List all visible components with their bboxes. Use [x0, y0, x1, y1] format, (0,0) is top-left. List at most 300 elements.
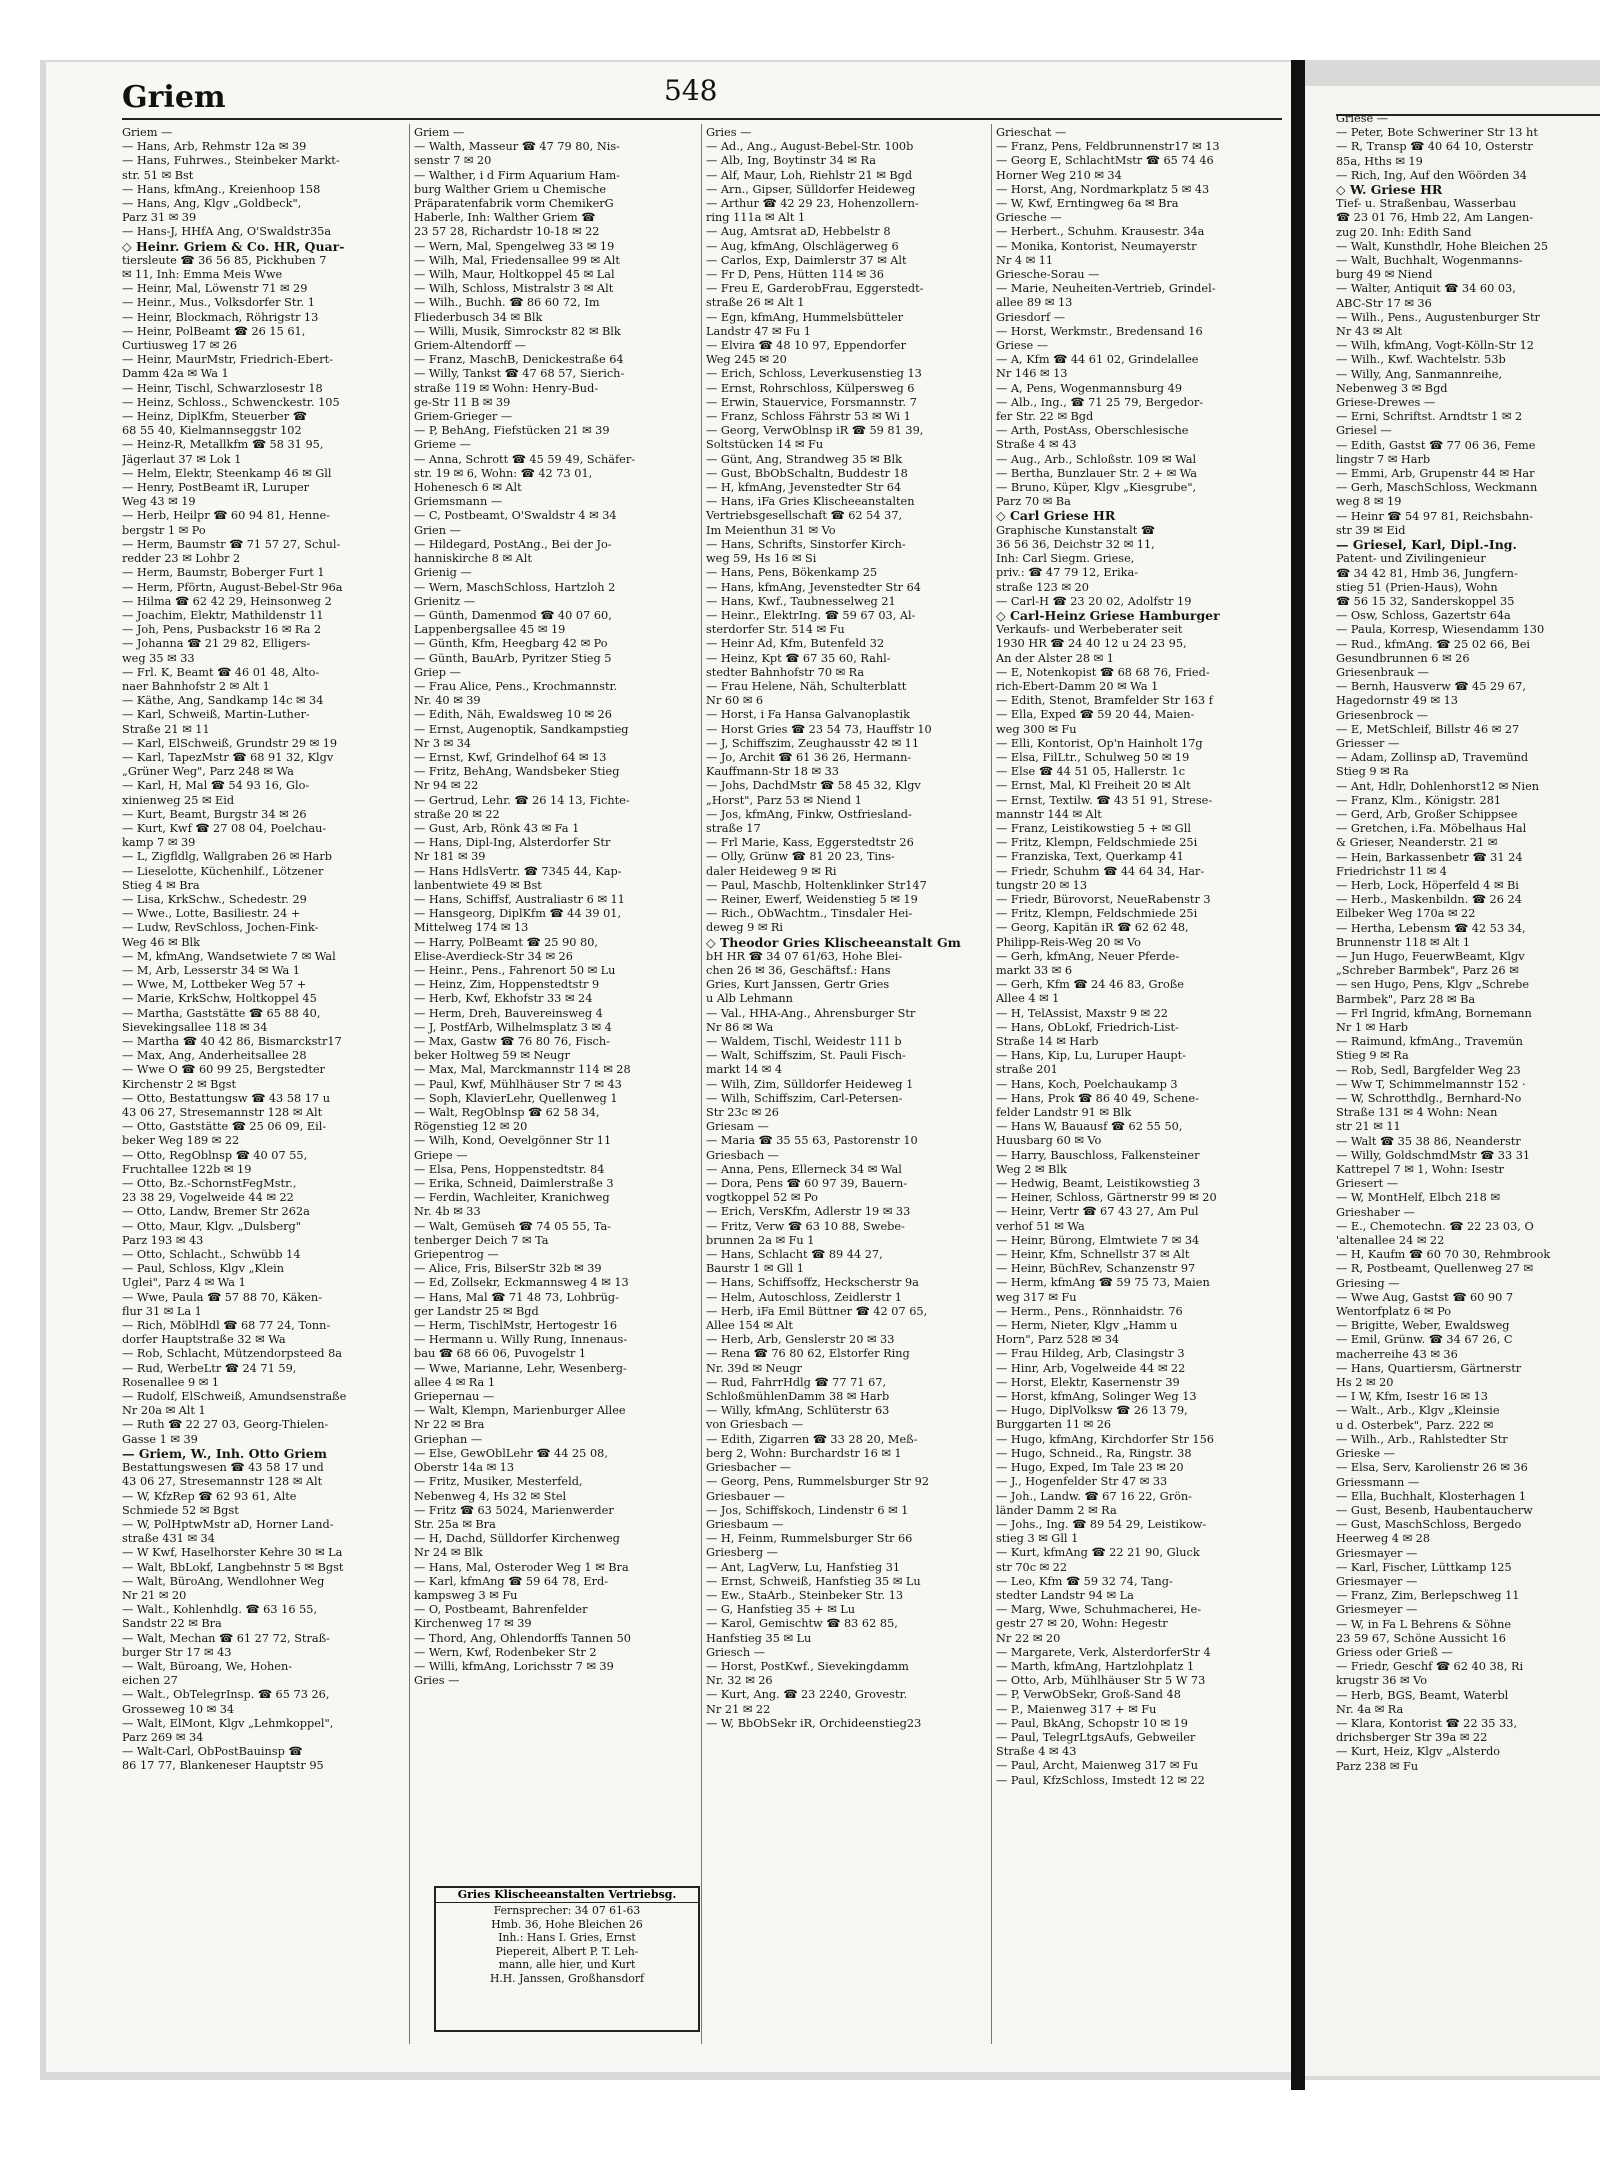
- directory-column-3: [706, 126, 991, 2061]
- directory-entry-line: — Frl Ingrid, kfmAng, Bornemann: [1336, 1006, 1532, 1020]
- column-divider: [409, 124, 410, 2044]
- directory-entry-line: Nr 146 ✉ 13: [996, 367, 1068, 381]
- directory-entry-line: Horner Weg 210 ✉ 34: [996, 168, 1122, 182]
- directory-entry-line: — Georg, VerwOblnsp iR ☎ 59 81 39,: [706, 424, 924, 438]
- directory-entry-line: Griesbaum —: [706, 1517, 784, 1531]
- directory-entry-line: — Wwe, M, Lottbeker Weg 57 +: [122, 978, 307, 992]
- directory-entry-line: — Ferdin, Wachleiter, Kranichweg: [414, 1191, 610, 1205]
- directory-entry-line: — Heinz, Schloss., Schwenckestr. 105: [122, 395, 340, 409]
- directory-entry-line: Parz 269 ✉ 34: [122, 1730, 204, 1744]
- directory-entry-line: deweg 9 ✉ Ri: [706, 921, 784, 935]
- directory-entry-line: — Heinz, DiplKfm, Steuerber ☎: [122, 410, 307, 424]
- directory-entry-line: — Ernst, Textilw. ☎ 43 51 91, Strese-: [996, 793, 1213, 807]
- directory-entry-line: senstr 7 ✉ 20: [414, 154, 492, 168]
- directory-entry-line: Baurstr 1 ✉ Gll 1: [706, 1262, 804, 1276]
- directory-entry-line: — Monika, Kontorist, Neumayerstr: [996, 239, 1197, 253]
- directory-entry-line: — J, Schiffszim, Zeughausstr 42 ✉ 11: [706, 736, 920, 750]
- directory-entry-line: — Ernst, Augenoptik, Sandkampstieg: [414, 722, 629, 736]
- directory-entry-line: Griesch —: [706, 1645, 766, 1659]
- directory-entry-line: Horn", Parz 528 ✉ 34: [996, 1333, 1120, 1347]
- directory-entry-line: 36 56 36, Deichstr 32 ✉ 11,: [996, 537, 1155, 551]
- directory-entry-line: — Erich, Schloss, Leverkusenstieg 13: [706, 367, 922, 381]
- directory-entry-line: Hs 2 ✉ 20: [1336, 1376, 1394, 1390]
- directory-entry-line: Grieske —: [1336, 1447, 1395, 1461]
- directory-entry-line: Hanfstieg 35 ✉ Lu: [706, 1631, 812, 1645]
- directory-entry-line: Nebenweg 4, Hs 32 ✉ Stel: [414, 1489, 567, 1503]
- directory-entry-line: — Henry, PostBeamt iR, Luruper: [122, 481, 310, 495]
- directory-entry-line: „Grüner Weg", Parz 248 ✉ Wa: [122, 765, 294, 779]
- directory-entry-line: — Hugo, Exped, Im Tale 23 ✉ 20: [996, 1461, 1184, 1475]
- directory-entry-line: — H, TelAssist, Maxstr 9 ✉ 22: [996, 1006, 1168, 1020]
- directory-entry-line: — Hans, Pens, Bökenkamp 25: [706, 566, 878, 580]
- directory-entry-line: — Arthur ☎ 42 29 23, Hohenzollern-: [706, 197, 919, 211]
- directory-entry-line: — C, Postbeamt, O'Swaldstr 4 ✉ 34: [414, 509, 617, 523]
- directory-entry-line: — I W, Kfm, Isestr 16 ✉ 13: [1336, 1390, 1488, 1404]
- directory-entry-line: Grieschat —: [996, 126, 1067, 139]
- directory-entry-line: — Walt., Arb., Klgv „Kleinsie: [1336, 1404, 1500, 1418]
- directory-entry-line: SchloßmühlenDamm 38 ✉ Harb: [706, 1390, 890, 1404]
- ad-line: mann, alle hier, und Kurt: [498, 1958, 636, 1972]
- directory-entry-line: — Karol, Gemischtw ☎ 83 62 85,: [706, 1617, 898, 1631]
- directory-entry-line: bH HR ☎ 34 07 61/63, Hohe Blei-: [706, 949, 903, 963]
- directory-entry-line: — Fr D, Pens, Hütten 114 ✉ 36: [706, 268, 884, 282]
- directory-entry-line: — Günth, BauArb, Pyritzer Stieg 5: [414, 651, 612, 665]
- directory-entry-line: — Otto, Bz.-SchornstFegMstr.,: [122, 1177, 297, 1191]
- directory-entry-line: straße 123 ✉ 20: [996, 580, 1089, 594]
- directory-entry-line: — Herm, Baumstr ☎ 71 57 27, Schul-: [122, 537, 341, 551]
- directory-entry-line: — Walt, BbLokf, Langbehnstr 5 ✉ Bgst: [122, 1560, 344, 1574]
- directory-entry-line: — Hans, kfmAng., Kreienhoop 158: [122, 182, 321, 196]
- directory-entry-line: — Gerh, MaschSchloss, Weckmann: [1336, 481, 1538, 495]
- directory-entry-line: — Paul, Archt, Maienweg 317 ✉ Fu: [996, 1759, 1199, 1773]
- directory-entry-line: — Walt ☎ 35 38 86, Neanderstr: [1336, 1134, 1521, 1148]
- directory-entry-line: Verkaufs- und Werbeberater seit: [996, 623, 1183, 637]
- directory-entry-line: straße 431 ✉ 34: [122, 1532, 215, 1546]
- directory-entry-line: — Kurt, kfmAng ☎ 22 21 90, Gluck: [996, 1546, 1200, 1560]
- directory-entry-line: — Ant, Hdlr, Dohlenhorst12 ✉ Nien: [1336, 779, 1540, 793]
- directory-entry-line: stieg 51 (Prien-Haus), Wohn: [1336, 580, 1498, 594]
- directory-entry-line: allee 89 ✉ 13: [996, 296, 1073, 310]
- directory-entry-line: — Ernst, Schweiß, Hanfstieg 35 ✉ Lu: [706, 1574, 921, 1588]
- directory-entry-line: — Herb, Lock, Höperfeld 4 ✉ Bi: [1336, 878, 1519, 892]
- directory-entry-line: ◇ Heinr. Griem & Co. HR, Quar-: [122, 239, 345, 254]
- directory-entry-line: — Otto, Bestattungsw ☎ 43 58 17 u: [122, 1091, 331, 1105]
- directory-entry-line: — H, Kaufm ☎ 60 70 30, Rehmbrook: [1336, 1248, 1551, 1262]
- directory-entry-line: xinienweg 25 ✉ Eid: [122, 793, 235, 807]
- directory-entry-line: — Gertrud, Lehr. ☎ 26 14 13, Fichte-: [414, 793, 630, 807]
- directory-entry-line: — P., Maienweg 317 + ✉ Fu: [996, 1702, 1157, 1716]
- directory-entry-line: Sievekingsallee 118 ✉ 34: [122, 1020, 268, 1034]
- directory-entry-line: — Walt, Mechan ☎ 61 27 72, Straß-: [122, 1631, 330, 1645]
- directory-entry-line: — Arn., Gipser, Sülldorfer Heideweg: [706, 182, 916, 196]
- directory-entry-line: — Gretchen, i.Fa. Möbelhaus Hal: [1336, 822, 1527, 836]
- directory-entry-line: Str. 25a ✉ Bra: [414, 1517, 496, 1531]
- directory-entry-line: — Wilh, Schloss, Mistralstr 3 ✉ Alt: [414, 282, 614, 296]
- directory-entry-line: — Bertha, Bunzlauer Str. 2 + ✉ Wa: [996, 466, 1197, 480]
- directory-entry-line: — Rob, Sedl, Bargfelder Weg 23: [1336, 1063, 1521, 1077]
- directory-entry-line: — Herb, BGS, Beamt, Waterbl: [1336, 1688, 1509, 1702]
- directory-entry-line: — W, Schrotthdlg., Bernhard-No: [1336, 1092, 1522, 1106]
- directory-entry-line: — Osw, Schloss, Gazertstr 64a: [1336, 609, 1511, 623]
- directory-entry-line: ◇ W. Griese HR: [1336, 183, 1443, 198]
- directory-entry-line: kamp 7 ✉ 39: [122, 836, 196, 850]
- directory-entry-line: Griessmann —: [1336, 1475, 1420, 1489]
- directory-entry-line: — Alb, Ing, Boytinstr 34 ✉ Ra: [706, 154, 876, 168]
- directory-entry-line: — Margarete, Verk, AlsterdorferStr 4: [996, 1645, 1211, 1659]
- directory-entry-line: — Johs, DachdMstr ☎ 58 45 32, Klgv: [706, 779, 921, 793]
- directory-entry-line: — Franz, Zim, Berlepschweg 11: [1336, 1589, 1520, 1603]
- directory-entry-line: sterdorfer Str. 514 ✉ Fu: [706, 623, 845, 637]
- directory-entry-line: — Fritz, Verw ☎ 63 10 88, Swebe-: [706, 1219, 905, 1233]
- directory-entry-line: — Martha, Gaststätte ☎ 65 88 40,: [122, 1006, 321, 1020]
- directory-entry-line: — Herm, Baumstr, Boberger Furt 1: [122, 566, 325, 580]
- directory-entry-line: — Gerd, Arb, Großer Schippsee: [1336, 807, 1518, 821]
- directory-entry-line: Griesing —: [1336, 1276, 1400, 1290]
- ad-line: Inh.: Hans I. Gries, Ernst: [498, 1931, 636, 1945]
- directory-entry-line: Griesbach —: [706, 1148, 779, 1162]
- directory-entry-line: — H, kfmAng, Jevenstedter Str 64: [706, 481, 902, 495]
- directory-entry-line: — Edith, Zigarren ☎ 33 28 20, Meß-: [706, 1432, 918, 1446]
- directory-entry-line: — Willi, Musik, Simrockstr 82 ✉ Blk: [414, 324, 621, 338]
- directory-entry-line: Griesmayer —: [1336, 1574, 1418, 1588]
- directory-entry-line: — Erni, Schriftst. Arndtstr 1 ✉ 2: [1336, 410, 1523, 424]
- directory-entry-line: — Wilh, kfmAng, Vogt-Kölln-Str 12: [1336, 339, 1534, 353]
- directory-entry-line: — Willy, GoldschmdMstr ☎ 33 31: [1336, 1148, 1531, 1162]
- directory-entry-line: verhof 51 ✉ Wa: [996, 1219, 1085, 1233]
- directory-entry-line: — Freu E, GarderobFrau, Eggerstedt-: [706, 282, 924, 296]
- directory-entry-line: — Franz, Leistikowstieg 5 + ✉ Gll: [996, 821, 1191, 835]
- directory-entry-line: — Lisa, KrkSchw., Schedestr. 29: [122, 892, 307, 906]
- directory-entry-line: — Heinr, Kfm, Schnellstr 37 ✉ Alt: [996, 1248, 1190, 1262]
- directory-entry-line: — Jos, kfmAng, Finkw, Ostfriesland-: [706, 807, 912, 821]
- directory-entry-line: Grieshaber —: [1336, 1205, 1415, 1219]
- directory-entry-line: — H, Feinm, Rummelsburger Str 66: [706, 1532, 913, 1546]
- directory-column-2: [414, 126, 699, 1884]
- directory-entry-line: — G, Hanfstieg 35 + ✉ Lu: [706, 1603, 856, 1617]
- directory-entry-line: — Karl, H, Mal ☎ 54 93 16, Glo-: [122, 779, 310, 793]
- directory-entry-line: — W, MontHelf, Elbch 218 ✉: [1336, 1191, 1500, 1205]
- directory-entry-line: — Carlos, Exp, Daimlerstr 37 ✉ Alt: [706, 253, 907, 267]
- directory-entry-line: — Wilh., Arb., Rahlstedter Str: [1336, 1432, 1508, 1446]
- directory-entry-line: Griepernau —: [414, 1390, 495, 1404]
- directory-entry-line: Nr 60 ✉ 6: [706, 694, 764, 708]
- directory-entry-line: ☎ 34 42 81, Hmb 36, Jungfern-: [1336, 566, 1518, 580]
- directory-entry-line: von Griesbach —: [706, 1418, 804, 1432]
- directory-entry-line: — Rich, MöblHdl ☎ 68 77 24, Tonn-: [122, 1319, 331, 1333]
- directory-entry-line: — Walt, Büroang, We, Hohen-: [122, 1659, 293, 1673]
- directory-entry-line: — Kurt, Ang. ☎ 23 2240, Grovestr.: [706, 1688, 908, 1702]
- directory-entry-line: — Wilh., Pens., Augustenburger Str: [1336, 310, 1540, 324]
- directory-entry-line: — Adam, Zollinsp aD, Travemünd: [1336, 751, 1529, 765]
- directory-entry-line: — Marth, kfmAng, Hartzlohplatz 1: [996, 1659, 1195, 1673]
- directory-entry-line: Nr 43 ✉ Alt: [1336, 325, 1403, 339]
- directory-entry-line: — Hans, Fuhrwes., Steinbeker Markt-: [122, 154, 340, 168]
- directory-entry-line: — Karl, kfmAng ☎ 59 64 78, Erd-: [414, 1574, 609, 1588]
- directory-entry-line: — Brigitte, Weber, Ewaldsweg: [1336, 1319, 1510, 1333]
- directory-entry-line: ☎ 23 01 76, Hmb 22, Am Langen-: [1336, 211, 1534, 225]
- directory-entry-line: priv.: ☎ 47 79 12, Erika-: [996, 566, 1139, 580]
- directory-entry-line: — Ww T, Schimmelmannstr 152 ·: [1336, 1077, 1526, 1091]
- directory-entry-line: — Elsa, FilLtr., Schulweg 50 ✉ 19: [996, 750, 1190, 764]
- directory-entry-line: Nebenweg 3 ✉ Bgd: [1336, 381, 1448, 395]
- directory-entry-line: — Hans, Kip, Lu, Luruper Haupt-: [996, 1049, 1186, 1063]
- directory-entry-line: ring 111a ✉ Alt 1: [706, 211, 806, 225]
- directory-entry-line: Nr. 39d ✉ Neugr: [706, 1361, 802, 1375]
- directory-entry-line: — Georg, Pens, Rummelsburger Str 92: [706, 1475, 930, 1489]
- directory-entry-line: Rögenstieg 12 ✉ 20: [414, 1120, 528, 1134]
- directory-entry-line: Grienig —: [414, 566, 472, 580]
- directory-entry-line: — Marg, Wwe, Schuhmacherei, He-: [996, 1603, 1202, 1617]
- directory-entry-line: — Horst Gries ☎ 23 54 73, Hauffstr 10: [706, 722, 932, 736]
- directory-entry-line: 1930 HR ☎ 24 40 12 u 24 23 95,: [996, 637, 1187, 651]
- directory-entry-line: — Edith, Stenot, Bramfelder Str 163 f: [996, 694, 1213, 708]
- directory-entry-line: — M, kfmAng, Wandsetwiete 7 ✉ Wal: [122, 949, 336, 963]
- directory-entry-line: — Rud, FahrrHdlg ☎ 77 71 67,: [706, 1375, 887, 1389]
- directory-entry-line: — Val., HHA-Ang., Ahrensburger Str: [706, 1006, 916, 1020]
- directory-entry-line: — Helm, Elektr, Steenkamp 46 ✉ Gll: [122, 466, 332, 480]
- directory-entry-line: — Friedr, Geschf ☎ 62 40 38, Ri: [1336, 1660, 1524, 1674]
- directory-entry-line: — Georg, Kapitän iR ☎ 62 62 48,: [996, 921, 1189, 935]
- directory-entry-line: Straße 21 ✉ 11: [122, 722, 210, 736]
- ad-line: Fernsprecher: 34 07 61-63: [493, 1904, 641, 1917]
- directory-entry-line: Griephan —: [414, 1432, 483, 1446]
- directory-entry-line: — Herm., Pens., Rönnhaidstr. 76: [996, 1304, 1183, 1318]
- directory-entry-line: — Horst, PostKwf., Sievekingdamm: [706, 1659, 909, 1673]
- directory-entry-line: Grien —: [414, 523, 461, 537]
- directory-entry-line: — A, Pens, Wogenmannsburg 49: [996, 381, 1183, 395]
- directory-entry-line: 85a, Hths ✉ 19: [1336, 154, 1423, 168]
- directory-entry-line: — Edith, Gastst ☎ 77 06 36, Feme: [1336, 438, 1536, 452]
- directory-entry-line: — Fritz, Musiker, Mesterfeld,: [414, 1475, 583, 1489]
- directory-entry-line: — Emil, Grünw. ☎ 34 67 26, C: [1336, 1333, 1513, 1347]
- directory-entry-line: weg 8 ✉ 19: [1336, 495, 1402, 509]
- directory-entry-line: Nr. 32 ✉ 26: [706, 1674, 773, 1688]
- directory-entry-line: Hagedornstr 49 ✉ 13: [1336, 694, 1458, 708]
- directory-entry-line: länder Damm 2 ✉ Ra: [996, 1503, 1117, 1517]
- directory-entry-line: — Walth, Masseur ☎ 47 79 80, Nis-: [414, 140, 620, 154]
- book-gutter: [1291, 60, 1305, 2090]
- directory-entry-line: — Johs., Ing. ☎ 89 54 29, Leistikow-: [996, 1517, 1207, 1531]
- ad-title: Gries Klischeeanstalten Vertriebsg.: [436, 1888, 698, 1903]
- directory-entry-line: — Hans W, Bauausf ☎ 62 55 50,: [996, 1120, 1183, 1134]
- directory-entry-line: — Karl, ElSchweiß, Grundstr 29 ✉ 19: [122, 736, 338, 750]
- directory-entry-line: Nr 21 ✉ 22: [706, 1702, 771, 1716]
- directory-entry-line: — Wwe., Lotte, Basiliestr. 24 +: [122, 907, 301, 921]
- directory-entry-line: Griesam —: [706, 1120, 769, 1134]
- directory-entry-line: — Wilh., Buchh. ☎ 86 60 72, Im: [414, 296, 600, 310]
- directory-entry-line: — Hansgeorg, DiplKfm ☎ 44 39 01,: [414, 907, 622, 921]
- header-rule: [122, 118, 1282, 120]
- directory-entry-line: eichen 27: [122, 1674, 178, 1688]
- directory-entry-line: — Paula, Korresp, Wiesendamm 130: [1336, 623, 1545, 637]
- directory-entry-line: — Franz, Schloss Fährstr 53 ✉ Wi 1: [706, 410, 911, 424]
- directory-entry-line: Griemsmann —: [414, 495, 503, 509]
- directory-entry-line: — Hans, ObLokf, Friedrich-List-: [996, 1020, 1179, 1034]
- directory-entry-line: Griem —: [122, 126, 173, 139]
- directory-entry-line: — Hans, iFa Gries Klischeeanstalten: [706, 495, 915, 509]
- directory-entry-line: — Herm, TischlMstr, Hertogestr 16: [414, 1319, 618, 1333]
- directory-entry-line: — Horst, Werkmstr., Bredensand 16: [996, 324, 1203, 338]
- directory-entry-line: — Walter, Antiquit ☎ 34 60 03,: [1336, 282, 1516, 296]
- directory-entry-line: — Erich, VersKfm, Adlerstr 19 ✉ 33: [706, 1205, 911, 1219]
- directory-entry-line: str 39 ✉ Eid: [1336, 523, 1406, 537]
- page-number: 548: [664, 74, 718, 107]
- directory-entry-line: — R, Postbeamt, Quellenweg 27 ✉: [1336, 1262, 1533, 1276]
- directory-entry-line: Griesenbrock —: [1336, 708, 1428, 722]
- directory-entry-line: Curtiusweg 17 ✉ 26: [122, 339, 238, 353]
- directory-entry-line: tungstr 20 ✉ 13: [996, 878, 1088, 892]
- directory-entry-line: — Wwe O ☎ 60 99 25, Bergstedter: [122, 1063, 325, 1077]
- directory-entry-line: — sen Hugo, Pens, Klgv „Schrebe: [1336, 978, 1530, 992]
- directory-entry-line: — J, PostfArb, Wilhelmsplatz 3 ✉ 4: [414, 1020, 612, 1034]
- directory-entry-line: — Elsa, Serv, Karolienstr 26 ✉ 36: [1336, 1461, 1528, 1475]
- directory-entry-line: — Heinr., ElektrIng. ☎ 59 67 03, Al-: [706, 608, 916, 622]
- directory-entry-line: markt 33 ✉ 6: [996, 963, 1073, 977]
- directory-entry-line: — Walt, Schiffszim, St. Pauli Fisch-: [706, 1049, 906, 1063]
- directory-entry-line: zug 20. Inh: Edith Sand: [1336, 225, 1472, 239]
- directory-entry-line: Nr 24 ✉ Blk: [414, 1546, 483, 1560]
- directory-entry-line: Weg 43 ✉ 19: [122, 495, 196, 509]
- directory-entry-line: — Ella, Exped ☎ 59 20 44, Maien-: [996, 708, 1195, 722]
- directory-entry-line: — Dora, Pens ☎ 60 97 39, Bauern-: [706, 1177, 908, 1191]
- directory-entry-line: — Karl, Fischer, Lüttkamp 125: [1336, 1560, 1512, 1574]
- directory-entry-line: ◇ Carl Griese HR: [996, 509, 1116, 524]
- directory-entry-line: lanbentwiete 49 ✉ Bst: [414, 878, 542, 892]
- column-divider: [701, 124, 702, 2044]
- directory-entry-line: — Rich, Ing, Auf den Wöörden 34: [1336, 168, 1527, 182]
- directory-entry-line: u d. Osterbek", Parz. 222 ✉: [1336, 1418, 1494, 1432]
- directory-entry-line: — Käthe, Ang, Sandkamp 14c ✉ 34: [122, 694, 324, 708]
- directory-entry-line: — Walt, ElMont, Klgv „Lehmkoppel",: [122, 1716, 334, 1730]
- directory-entry-line: — Alb., Ing., ☎ 71 25 79, Bergedor-: [996, 395, 1204, 409]
- directory-entry-line: — Wilh, Kond, Oevelgönner Str 11: [414, 1134, 612, 1148]
- directory-entry-line: Griess oder Grieß —: [1336, 1645, 1453, 1659]
- directory-entry-line: — R, Transp ☎ 40 64 10, Osterstr: [1336, 140, 1533, 154]
- directory-entry-line: — Willy, Tankst ☎ 47 68 57, Sierich-: [414, 367, 625, 381]
- directory-entry-line: — Frau Helene, Näh, Schulterblatt: [706, 679, 907, 693]
- directory-entry-line: — Bernh, Hausverw ☎ 45 29 67,: [1336, 680, 1526, 694]
- directory-entry-line: — Rob, Schlacht, Mützendorpsteed 8a: [122, 1347, 343, 1361]
- directory-entry-line: — M, Arb, Lesserstr 34 ✉ Wa 1: [122, 963, 300, 977]
- directory-entry-line: — Herb, Kwf, Ekhofstr 33 ✉ 24: [414, 992, 593, 1006]
- directory-entry-line: — P, VerwObSekr, Groß-Sand 48: [996, 1688, 1181, 1702]
- directory-entry-line: str. 19 ✉ 6, Wohn: ☎ 42 73 01,: [414, 466, 593, 480]
- directory-entry-line: — Wwe, Paula ☎ 57 88 70, Käken-: [122, 1290, 323, 1304]
- directory-entry-line: — Otto, Maur, Klgv. „Dulsberg": [122, 1219, 301, 1233]
- directory-entry-line: chen 26 ✉ 36, Geschäftsf.: Hans: [706, 963, 891, 977]
- directory-entry-line: Barmbek", Parz 28 ✉ Ba: [1336, 992, 1476, 1006]
- directory-entry-line: — Klara, Kontorist ☎ 22 35 33,: [1336, 1716, 1518, 1730]
- directory-entry-line: fer Str. 22 ✉ Bgd: [996, 410, 1094, 424]
- directory-entry-line: — Bruno, Küper, Klgv „Kiesgrube",: [996, 481, 1197, 495]
- directory-entry-line: Griesel —: [1336, 424, 1392, 438]
- advertisement-box: [434, 1886, 700, 2032]
- directory-entry-line: & Grieser, Neanderstr. 21 ✉: [1336, 836, 1498, 850]
- directory-entry-line: Nr 3 ✉ 34: [414, 736, 472, 750]
- directory-entry-line: — Alice, Fris, BilserStr 32b ✉ 39: [414, 1262, 602, 1276]
- directory-entry-line: weg 317 ✉ Fu: [996, 1290, 1077, 1304]
- directory-entry-line: — Hans, Ang, Klgv „Goldbeck",: [122, 197, 302, 211]
- directory-entry-line: Nr 86 ✉ Wa: [706, 1020, 774, 1034]
- directory-entry-line: Griesert —: [1336, 1177, 1399, 1191]
- directory-entry-line: Fliederbusch 34 ✉ Blk: [414, 310, 543, 324]
- directory-entry-line: Philipp-Reis-Weg 20 ✉ Vo: [996, 935, 1141, 949]
- directory-entry-line: — Elsa, Pens, Hoppenstedtstr. 84: [414, 1162, 605, 1176]
- directory-entry-line: — Frl. K, Beamt ☎ 46 01 48, Alto-: [122, 665, 320, 679]
- directory-entry-line: — Hugo, DiplVolksw ☎ 26 13 79,: [996, 1404, 1188, 1418]
- directory-entry-line: Allee 4 ✉ 1: [996, 992, 1060, 1006]
- directory-entry-line: — Walt-Carl, ObPostBauinsp ☎: [122, 1745, 303, 1759]
- directory-entry-line: — P, BehAng, Fiefstücken 21 ✉ 39: [414, 424, 610, 438]
- directory-entry-line: — Hein, Barkassenbetr ☎ 31 24: [1336, 850, 1523, 864]
- directory-entry-line: — Herb., Maskenbildn. ☎ 26 24: [1336, 893, 1522, 907]
- directory-entry-line: Parz 238 ✉ Fu: [1336, 1759, 1419, 1773]
- directory-entry-line: — Ant, LagVerw, Lu, Hanfstieg 31: [706, 1560, 901, 1574]
- directory-entry-line: Griep —: [414, 665, 461, 679]
- directory-entry-line: — Marie, KrkSchw, Holtkoppel 45: [122, 992, 317, 1006]
- directory-entry-line: tiersleute ☎ 36 56 85, Pickhuben 7: [122, 253, 327, 267]
- directory-entry-line: — Fritz, BehAng, Wandsbeker Stieg: [414, 765, 620, 779]
- directory-entry-line: Burggarten 11 ✉ 26: [996, 1418, 1112, 1432]
- directory-entry-line: — Max, Ang, Anderheitsallee 28: [122, 1049, 307, 1063]
- directory-entry-line: Nr 1 ✉ Harb: [1336, 1021, 1408, 1034]
- directory-entry-line: — Max, Mal, Marckmannstr 114 ✉ 28: [414, 1063, 631, 1077]
- directory-entry-line: — Hans, Schrifts, Sinstorfer Kirch-: [706, 537, 906, 551]
- directory-entry-line: Patent- und Zivilingenieur: [1336, 552, 1486, 566]
- directory-entry-line: — Wern, MaschSchloss, Hartzloh 2: [414, 580, 616, 594]
- directory-entry-line: Hohenesch 6 ✉ Alt: [414, 481, 522, 495]
- directory-entry-line: — Karl, TapezMstr ☎ 68 91 32, Klgv: [122, 750, 334, 764]
- directory-entry-line: Vertriebsgesellschaft ☎ 62 54 37,: [706, 509, 903, 523]
- directory-entry-line: — Hans, Prok ☎ 86 40 49, Schene-: [996, 1091, 1199, 1105]
- directory-entry-line: — Hilma ☎ 62 42 29, Heinsonweg 2: [122, 594, 332, 608]
- directory-entry-line: 43 06 27, Stresemannstr 128 ✉ Alt: [122, 1475, 323, 1489]
- directory-entry-line: krugstr 36 ✉ Vo: [1336, 1674, 1428, 1688]
- directory-entry-line: — Jo, Archit ☎ 61 36 26, Hermann-: [706, 750, 912, 764]
- directory-entry-line: Griese-Drewes —: [1336, 396, 1436, 410]
- directory-entry-line: — Herb, iFa Emil Büttner ☎ 42 07 65,: [706, 1304, 928, 1318]
- directory-entry-line: — Hugo, Schneid., Ra, Ringstr. 38: [996, 1446, 1192, 1460]
- directory-entry-line: — Herm, Pförtn, August-Bebel-Str 96a: [122, 580, 343, 594]
- directory-entry-line: Grienitz —: [414, 594, 475, 608]
- directory-entry-line: Griesmayer —: [1336, 1546, 1418, 1560]
- directory-entry-line: — Heiner, Schloss, Gärtnerstr 99 ✉ 20: [996, 1191, 1217, 1205]
- directory-entry-line: — Thord, Ang, Ohlendorffs Tannen 50: [414, 1631, 631, 1645]
- directory-entry-line: — Hinr, Arb, Vogelweide 44 ✉ 22: [996, 1361, 1186, 1375]
- directory-entry-line: — Heinr, BüchRev, Schanzenstr 97: [996, 1262, 1196, 1276]
- directory-entry-line: Gasse 1 ✉ 39: [122, 1432, 198, 1446]
- directory-entry-line: Huusbarg 60 ✉ Vo: [996, 1134, 1102, 1148]
- directory-entry-line: — Hans, Arb, Rehmstr 12a ✉ 39: [122, 140, 307, 154]
- directory-entry-line: — Ew., StaArb., Steinbeker Str. 13: [706, 1588, 904, 1602]
- directory-entry-line: Rosenallee 9 ✉ 1: [122, 1375, 220, 1389]
- directory-entry-line: — Leo, Kfm ☎ 59 32 74, Tang-: [996, 1574, 1173, 1588]
- directory-entry-line: — Otto, Arb, Mühlhäuser Str 5 W 73: [996, 1674, 1206, 1688]
- directory-entry-line: beker Holtweg 59 ✉ Neugr: [414, 1049, 570, 1063]
- directory-entry-line: Weg 2 ✉ Blk: [996, 1162, 1067, 1176]
- ad-line: Piepereit, Albert P. T. Leh-: [495, 1944, 639, 1958]
- directory-column-1: [122, 126, 407, 2061]
- directory-entry-line: Griese —: [996, 339, 1049, 353]
- directory-entry-line: — Else, GewOblLehr ☎ 44 25 08,: [414, 1446, 608, 1460]
- directory-entry-line: — Frau Hildeg, Arb, Clasingstr 3: [996, 1347, 1185, 1361]
- directory-entry-line: Allee 154 ✉ Alt: [706, 1319, 793, 1333]
- directory-entry-line: Griem-Grieger —: [414, 410, 513, 424]
- directory-entry-line: — Heinz, Kpt ☎ 67 35 60, Rahl-: [706, 651, 891, 665]
- directory-entry-line: — Joachim, Elektr, Mathildenstr 11: [122, 608, 324, 622]
- directory-entry-line: str. 51 ✉ Bst: [122, 168, 194, 182]
- directory-entry-line: burg Walther Griem u Chemische: [414, 182, 607, 196]
